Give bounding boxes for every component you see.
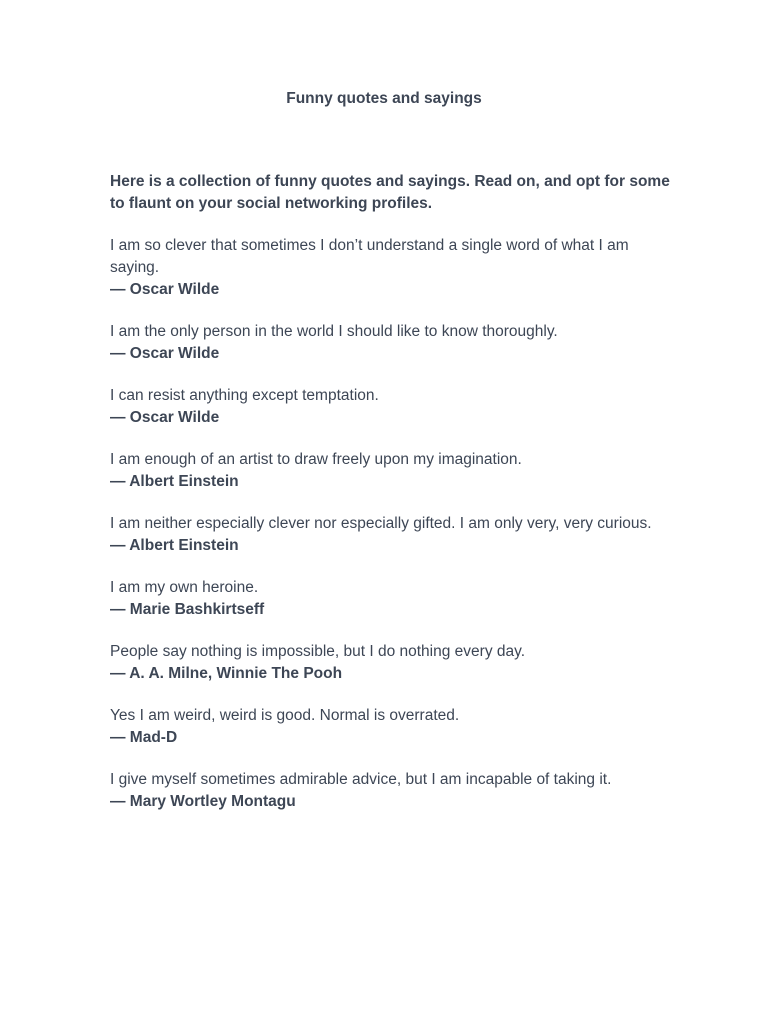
intro-paragraph: Here is a collection of funny quotes and sayings. Read on, and opt for some to flaunt on your social networking profiles. bbox=[110, 173, 670, 212]
quote-author: — Marie Bashkirtseff bbox=[110, 601, 265, 618]
quote-text: Yes I am weird, weird is good. Normal is overrated. bbox=[110, 707, 460, 724]
quote-text: People say nothing is impossible, but I do nothing every day. bbox=[110, 643, 526, 660]
quote-author: — Oscar Wilde bbox=[110, 345, 220, 362]
quote-text: I can resist anything except temptation. bbox=[110, 387, 379, 404]
quote-author: — Albert Einstein bbox=[110, 537, 239, 554]
quote-block bbox=[110, 577, 670, 621]
quote-block bbox=[110, 385, 670, 429]
quote-author: — Albert Einstein bbox=[110, 473, 239, 490]
quote-text: I am the only person in the world I should like to know thoroughly. bbox=[110, 323, 558, 340]
quote-block bbox=[110, 705, 670, 749]
quote-block bbox=[110, 449, 670, 493]
document-body bbox=[110, 171, 670, 833]
quote-author: — Oscar Wilde bbox=[110, 409, 220, 426]
quote-block bbox=[110, 769, 670, 813]
quote-author: — A. A. Milne, Winnie The Pooh bbox=[110, 665, 343, 682]
quote-text: I am my own heroine. bbox=[110, 579, 259, 596]
quote-text: I am so clever that sometimes I don’t understand a single word of what I am saying. bbox=[110, 237, 629, 276]
quote-text: I am enough of an artist to draw freely upon my imagination. bbox=[110, 451, 522, 468]
quote-block bbox=[110, 513, 670, 557]
quote-author: — Mary Wortley Montagu bbox=[110, 793, 296, 810]
quote-author: — Mad-D bbox=[110, 729, 178, 746]
quote-block bbox=[110, 235, 670, 301]
page-title: Funny quotes and sayings bbox=[286, 90, 482, 107]
quote-author: — Oscar Wilde bbox=[110, 281, 220, 298]
quote-block bbox=[110, 641, 670, 685]
quote-block bbox=[110, 321, 670, 365]
quote-text: I give myself sometimes admirable advice, but I am incapable of taking it. bbox=[110, 771, 612, 788]
quote-text: I am neither especially clever nor especially gifted. I am only very, very curious. bbox=[110, 515, 652, 532]
